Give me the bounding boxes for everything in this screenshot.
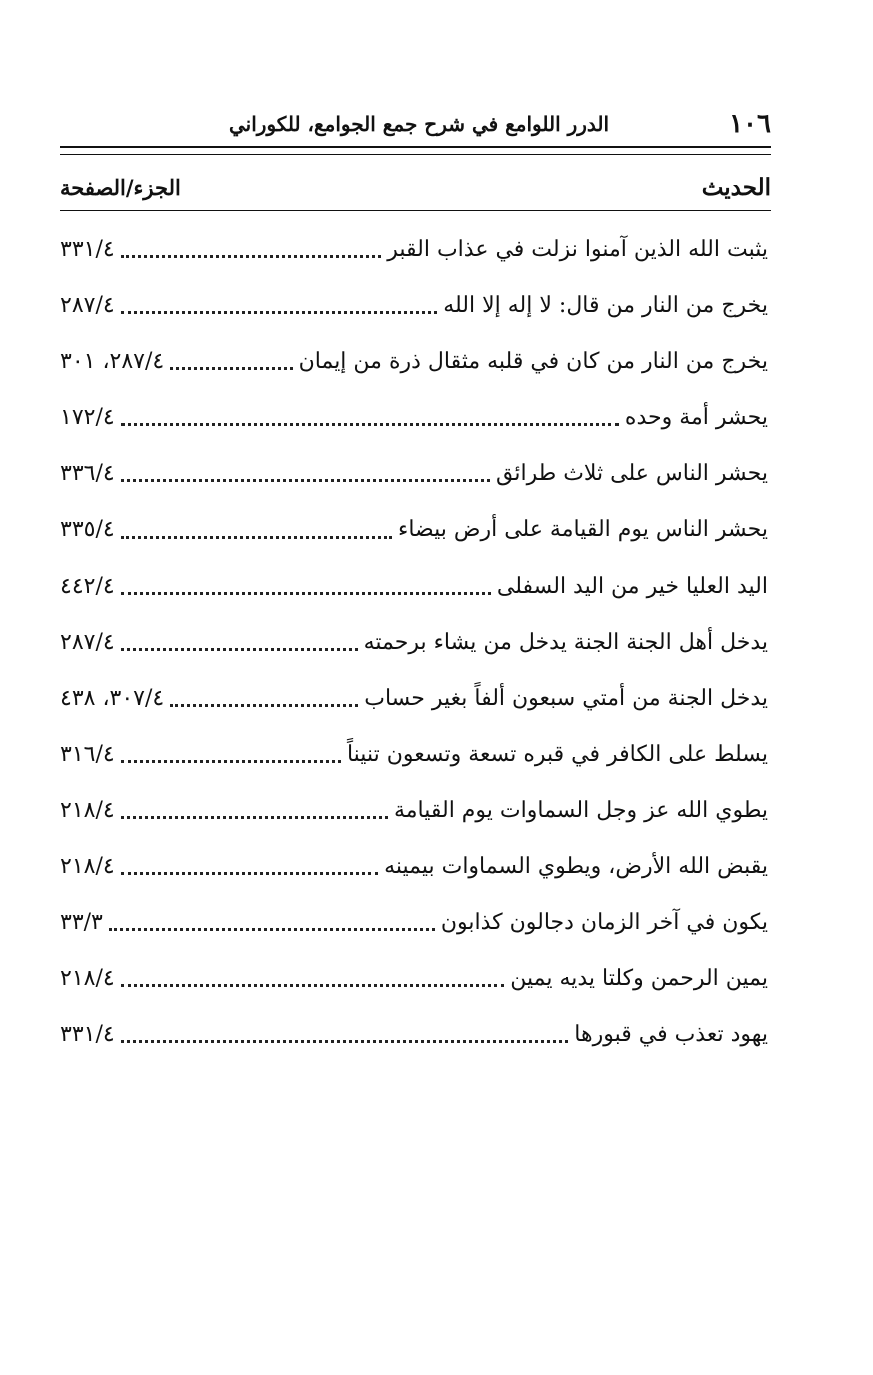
dot-leader [121,1039,569,1043]
index-entry [60,783,768,839]
entry-part-page: ٣٣٥/٤ [60,517,115,543]
entry-part-page: ٢١٨/٤ [60,797,115,823]
dot-leader [121,759,341,763]
entry-hadith-text: يكون في آخر الزمان دجالون كذابون [440,910,768,936]
entry-part-page: ٣٣/٣ [60,910,103,936]
dot-leader [170,366,292,370]
running-head [60,104,771,144]
entry-part-page: ٣٠٧/٤، ٤٣٨ [60,685,165,711]
dot-leader [121,254,382,258]
index-entry [60,671,768,727]
entry-hadith-text: يحشر أمة وحده [624,405,768,431]
entry-part-page: ٤٤٢/٤ [60,573,115,599]
index-entry [60,727,768,783]
entry-part-page: ٢٨٧/٤، ٣٠١ [60,349,165,375]
dot-leader [121,478,490,482]
index-entry [60,615,768,671]
entry-part-page: ١٧٢/٤ [60,405,115,431]
entry-hadith-text: اليد العليا خير من اليد السفلى [496,573,768,599]
dot-leader [170,703,358,707]
dot-leader [121,815,388,819]
index-entry [60,446,768,502]
entry-part-page: ٢٨٧/٤ [60,629,115,655]
entry-part-page: ٣٣١/٤ [60,237,115,262]
column-header-rule [60,210,771,211]
index-entry [60,839,768,895]
entry-part-page: ٢١٨/٤ [60,966,115,992]
dot-leader [121,647,358,651]
header-rule-thick [60,146,771,148]
entry-hadith-text: يقبض الله الأرض، ويطوي السماوات بيمينه [384,854,768,880]
entry-part-page: ٣٣١/٤ [60,1022,115,1048]
index-entry [60,334,768,390]
entry-part-page: ٢٨٧/٤ [60,293,115,319]
dot-leader [121,310,438,314]
entry-hadith-text: يثبت الله الذين آمنوا نزلت في عذاب القبر [387,237,768,262]
index-entry [60,502,768,558]
dot-leader [121,591,491,595]
dot-leader [121,983,505,987]
index-entry [60,222,768,278]
entry-part-page: ٢١٨/٤ [60,854,115,880]
index-entry [60,559,768,615]
index-entry [60,951,768,1007]
entry-part-page: ٣٣٦/٤ [60,461,115,487]
entry-hadith-text: يدخل أهل الجنة الجنة يدخل من يشاء برحمته [363,629,768,655]
hadith-index-list [60,222,768,1063]
dot-leader [121,422,619,426]
entry-hadith-text: يحشر الناس يوم القيامة على أرض بيضاء [397,517,768,543]
column-header-hadith: الحديث [701,173,771,201]
header-rule-thin [60,154,771,155]
entry-hadith-text: يحشر الناس على ثلاث طرائق [495,461,768,487]
index-entry [60,390,768,446]
dot-leader [121,871,378,875]
entry-hadith-text: يخرج من النار من كان في قلبه مثقال ذرة من إيمان [298,349,768,375]
entry-hadith-text: يخرج من النار من قال: لا إله إلا الله [443,293,768,319]
entry-hadith-text: يدخل الجنة من أمتي سبعون ألفاً بغير حساب [364,685,768,711]
index-entry [60,1007,768,1063]
book-title: الدرر اللوامع في شرح جمع الجوامع، للكوراني [229,112,610,136]
page-number: ١٠٦ [729,109,771,139]
column-header-part-page: الجزء/الصفحة [60,174,181,200]
column-headers [60,168,771,206]
entry-hadith-text: يهود تعذب في قبورها [574,1022,768,1048]
index-entry [60,278,768,334]
dot-leader [109,927,435,931]
entry-hadith-text: يطوي الله عز وجل السماوات يوم القيامة [393,797,768,823]
index-entry [60,895,768,951]
entry-part-page: ٣١٦/٤ [60,741,115,767]
entry-hadith-text: يمين الرحمن وكلتا يديه يمين [510,966,768,992]
dot-leader [121,535,392,539]
entry-hadith-text: يسلط على الكافر في قبره تسعة وتسعون تنيناً [346,741,768,767]
